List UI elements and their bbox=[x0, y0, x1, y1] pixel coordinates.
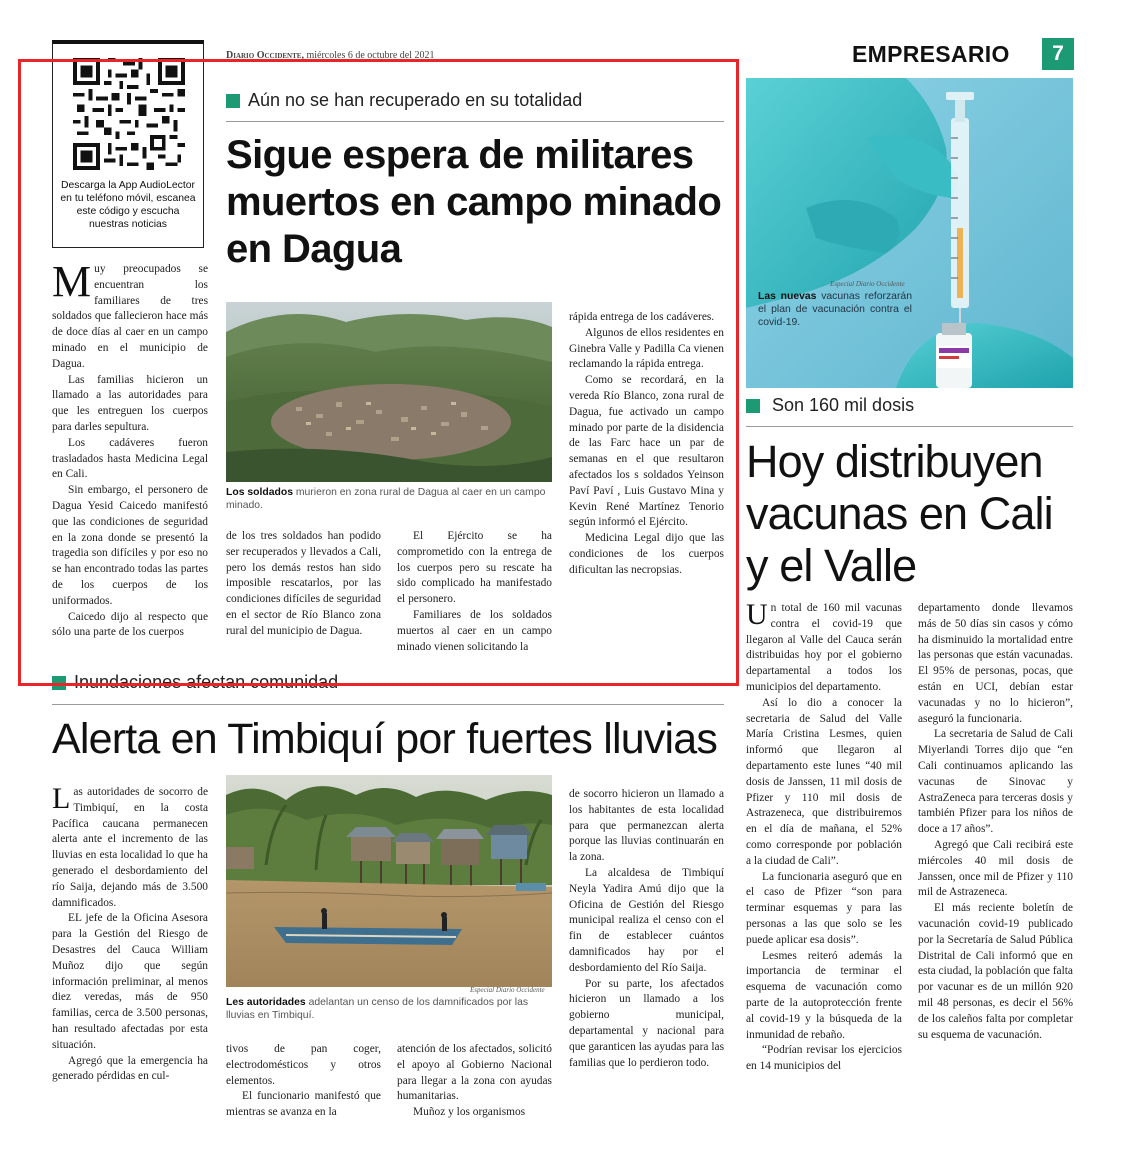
article1-paragraph: Caicedo dijo al respecto que sólo una parte de los cuerpos bbox=[52, 610, 208, 639]
article2-title: Alerta en Timbiquí por fuertes lluvias bbox=[52, 715, 718, 763]
article2-photo-timbiqui[interactable] bbox=[226, 775, 552, 987]
article2-photo-credit: Especial Diario Occidente bbox=[470, 986, 545, 994]
article1-paragraph: Familiares de los soldados muertos al caer en un campo minado vienen solicitando la bbox=[397, 608, 552, 653]
article3-kicker-rule bbox=[746, 426, 1073, 427]
article2-photo-caption: Les autoridades adelantan un censo de los damnificados por las lluvias en Timbiquí. bbox=[226, 997, 529, 1021]
kicker-square-icon bbox=[226, 94, 240, 108]
article3-paragraph: Agregó que Cali recibirá este miércoles 40 mil dosis de Janssen, once mil de Pfizer y 110 mil de Astrazeneca. bbox=[918, 838, 1073, 899]
article3-paragraph: La funcionaria aseguró que en el caso de Pfizer “son para terminar esquemas y para las personas a las que solo se les puede aplicar esa dosis”. bbox=[746, 870, 902, 946]
article1-paragraph: Los cadáveres fueron trasladados hasta Medicina Legal en Cali. bbox=[52, 436, 208, 481]
article3-col2 bbox=[918, 601, 1073, 1043]
article1-col2 bbox=[226, 529, 381, 640]
article1-paragraph: Medicina Legal dijo que las condiciones de los cuerpos dificultan las necropsias. bbox=[569, 532, 724, 576]
article3-paragraph: departamento donde llevamos más de 50 días sin casos y cómo ha disminuido la mortalidad entre las personas que están vacunadas. El 95% de personas, pocas, que están en UCI, debían estar vacunadas y no lo hicieron”, aseguró la funcionaria. bbox=[918, 602, 1073, 725]
article1-kicker-rule bbox=[226, 121, 724, 122]
qr-instructions: Descarga la App AudioLector en tu teléfono móvil, escanea este código y escucha nuestras noticias bbox=[60, 180, 196, 230]
article2-paragraph: Agregó que la emergencia ha generado pérdidas en cul- bbox=[52, 1054, 208, 1083]
article1-paragraph: uy preocupados se encuentran los familiares de tres soldados que fallecieron hace más de doce días al caer en un campo minado en el municipio de Dagua. bbox=[52, 263, 208, 370]
qr-box bbox=[52, 40, 204, 248]
article2-paragraph: El funcionario manifestó que mientras se avanza en la bbox=[226, 1090, 381, 1119]
article3-paragraph: Lesmes reiteró además la importancia de terminar el esquema de vacunación como parte de la autoprotección frente al covid-19 y la búsqueda de la inmunidad de rebaño. bbox=[746, 949, 902, 1041]
article2-col1 bbox=[52, 782, 208, 1085]
article2-paragraph: atención de los afectados, solicitó el apoyo al Gobierno Nacional para llegar a la zona con ayudas humanitarias. bbox=[397, 1043, 552, 1103]
article2-kicker-rule bbox=[52, 704, 724, 705]
article1-paragraph: Las familias hicieron un llamado a las autoridades para que les entreguen los cuerpos para darles sepultura. bbox=[52, 373, 208, 433]
article1-col3 bbox=[397, 529, 552, 655]
article2-paragraph: Por su parte, los afectados hicieron un llamado a los gobierno municipal, departamental y nacional para que garanticen las ayudas para las familias que lo perdieron todo. bbox=[569, 977, 724, 1069]
issue-date: miércoles 6 de octubre del 2021 bbox=[306, 50, 435, 61]
article2-paragraph: tivos de pan coger, electrodomésticos y otros elementos. bbox=[226, 1043, 381, 1087]
article1-photo-dagua[interactable] bbox=[226, 302, 552, 482]
article2-col2 bbox=[226, 1042, 381, 1121]
article3-paragraph: Así lo dio a conocer la secretaria de Salud del Valle María Cristina Lesmes, quien informó que llegaron al departamento este lunes “40 mil dosis de Janssen, 11 mil dosis de Pfizer y 110 mil dosis de Astrazeneca, que distribuiremos en el día de mañana, el 52% como corresponde por población a la ciudad de Cali”. bbox=[746, 696, 902, 867]
article2-col4 bbox=[569, 787, 724, 1071]
article3-paragraph: n total de 160 mil vacunas contra el covid-19 que llegaron al Valle del Cauca serán distribuidas hoy por el gobierno departamental a todos los municipios del departamento. bbox=[746, 602, 902, 693]
article3-paragraph: “Podrían revisar los ejercicios en 14 municipios del bbox=[746, 1044, 902, 1073]
article3-kicker: Son 160 mil dosis bbox=[746, 395, 914, 416]
kicker-square-icon bbox=[52, 676, 66, 690]
article3-title: Hoy distribuyen vacunas en Cali y el Valle bbox=[746, 436, 1053, 591]
article2-dropcap: L bbox=[52, 782, 71, 815]
page-number: 7 bbox=[1052, 42, 1064, 65]
article1-dropcap: M bbox=[52, 257, 92, 306]
article1-paragraph: El Ejército se ha comprometido con la entrega de los cuerpos pero su rescate ha sido complicado ha manifestado el personero. bbox=[397, 530, 552, 606]
paper-name: Diario Occidente, bbox=[226, 50, 304, 61]
article1-col1 bbox=[52, 257, 208, 641]
article1-photo-caption: Los soldados murieron en zona rural de Dagua al caer en un campo minado. bbox=[226, 487, 546, 511]
article1-paragraph: Sin embargo, el personero de Dagua Yesid Caicedo manifestó que las condiciones de seguridad en la zona donde se presentó la tragedia son difíciles y por eso no se han encontrado todas las partes de los cuerpos de los uniformados. bbox=[52, 484, 208, 607]
article3-photo-vaccine[interactable] bbox=[746, 78, 1073, 388]
article3-photo-caption: Las nuevas vacunas reforzarán el plan de vacunación contra el covid-19. bbox=[758, 291, 912, 328]
kicker-square-icon bbox=[746, 399, 760, 413]
article1-paragraph: de los tres soldados han podido ser recuperados y llevados a Cali, pero los demás restos han sido imposible rescatarlos, por las condiciones difíciles de seguridad en el sector de Río Blanco zona rural del municipio de Dagua. bbox=[226, 530, 381, 637]
article2-paragraph: La alcaldesa de Timbiquí Neyla Yadira Amú dijo que la Oficina de Gestión del Riesgo municipal realiza el censo con el fin de establecer cuántos damnificados hay por el desbordamiento del Río Saija. bbox=[569, 866, 724, 974]
article1-paragraph: Algunos de ellos residentes en Ginebra Valle y Padilla Ca vienen reclamando la rápida entrega. bbox=[569, 326, 724, 371]
article2-paragraph: de socorro hicieron un llamado a los habitantes de esta localidad para que permanezcan alerta porque las lluvias continuarán en la zona. bbox=[569, 788, 724, 864]
article2-paragraph: as autoridades de socorro de Timbiquí, en la costa Pacífica caucana permanecen alerta ante el incremento de las lluvias en esta localidad lo que ha generado el desbordamiento del río Saija, dejando más de 3.500 damnificados. bbox=[52, 786, 208, 909]
section-name: EMPRESARIO bbox=[852, 41, 1010, 67]
article1-title: Sigue espera de militares muertos en campo minado en Dagua bbox=[226, 133, 722, 271]
article3-col1 bbox=[746, 598, 902, 1075]
article2-paragraph: Muñoz y los organismos bbox=[413, 1106, 526, 1119]
article3-photo-credit: Especial Diario Occidente bbox=[830, 280, 905, 288]
article1-paragraph: rápida entrega de los cadáveres. bbox=[569, 311, 715, 323]
article3-paragraph: El más reciente boletín de vacunación covid-19 publicado por la Secretaría de Salud Pública Distrital de Cali informó que en esta ciudad, la población que falta por vacunar es de un millón 920 mil 48 personas, es decir el 56% de los caleños falta por completar su esquema de vacunación. bbox=[918, 902, 1073, 1041]
article3-paragraph: La secretaria de Salud de Cali Miyerlandi Torres dijo que “en Cali continuamos aplicando las vacunas de Sinovac y AstraZeneca para terceras dosis y también Pfizer para los niños de doce a 17 años”. bbox=[918, 728, 1073, 836]
article2-kicker: Inundaciones afectan comunidad bbox=[52, 672, 338, 693]
article2-col3 bbox=[397, 1042, 552, 1121]
page-header bbox=[226, 50, 726, 61]
article1-col4 bbox=[569, 310, 724, 579]
article1-kicker: Aún no se han recuperado en su totalidad bbox=[226, 90, 582, 111]
article2-paragraph: EL jefe de la Oficina Asesora para la Gestión del Riesgo de Desastres del Cauca William Muñoz dijo que según información preliminar, al menos diez veredas, más de 950 familias, cerca de 3.500 personas, han resultado afectadas por esta situación. bbox=[52, 912, 208, 1051]
qr-code[interactable] bbox=[73, 58, 185, 170]
article1-paragraph: Como se recordará, en la vereda Río Blanco, zona rural de Dagua, fue activado un campo minado por parte de la disidencia de las Farc hace un par de semanas en el que resultaron afectados los s soldados Yeinson Paví Paví , Luis Gustavo Mina y Kevin René Martínez Tenorio según informó el Ejército. bbox=[569, 374, 724, 529]
article3-dropcap: U bbox=[746, 598, 768, 631]
page-number-badge bbox=[1042, 38, 1074, 70]
